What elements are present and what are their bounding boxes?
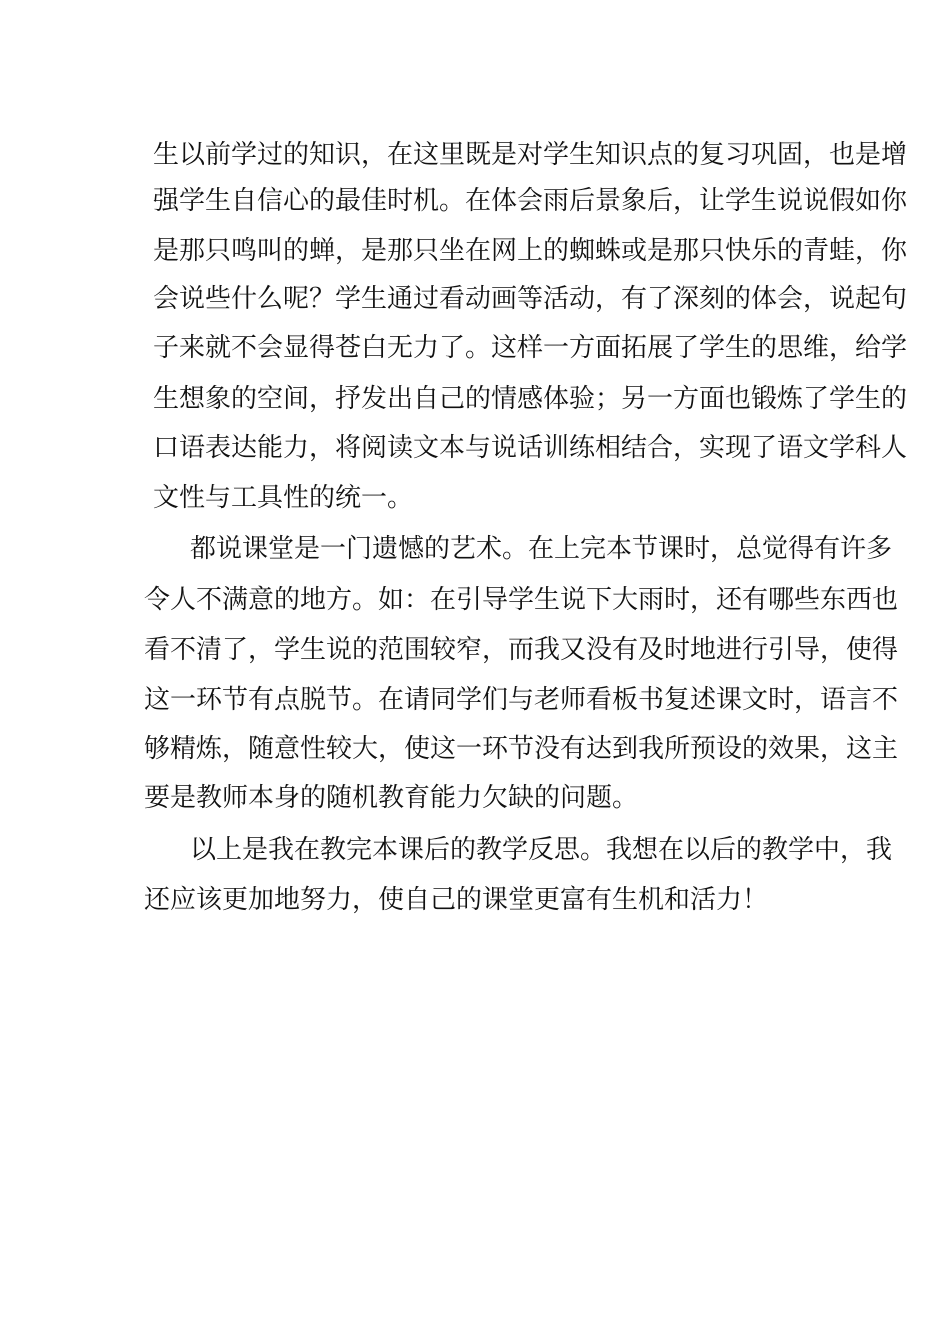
text-line: 生想象的空间，抒发出自己的情感体验；另一方面也锻炼了学生的 (153, 384, 908, 414)
text-line: 生以前学过的知识，在这里既是对学生知识点的复习巩固，也是增 (153, 140, 908, 170)
text-line: 都说课堂是一门遗憾的艺术。在上完本节课时，总觉得有许多 (190, 534, 893, 564)
text-line: 这一环节有点脱节。在请同学们与老师看板书复述课文时，语言不 (144, 685, 899, 715)
text-line: 是那只鸣叫的蝉，是那只坐在网上的蜘蛛或是那只快乐的青蛙，你 (153, 236, 908, 266)
text-line: 要是教师本身的随机教育能力欠缺的问题。 (144, 783, 639, 813)
text-line: 口语表达能力，将阅读文本与说话训练相结合，实现了语文学科人 (153, 433, 908, 463)
text-line: 子来就不会显得苍白无力了。这样一方面拓展了学生的思维，给学 (153, 333, 908, 363)
text-line: 以上是我在教完本课后的教学反思。我想在以后的教学中，我 (190, 835, 893, 865)
text-line: 会说些什么呢？学生通过看动画等活动，有了深刻的体会，说起句 (153, 284, 908, 314)
text-line: 还应该更加地努力，使自己的课堂更富有生机和活力！ (144, 885, 769, 915)
text-line: 文性与工具性的统一。 (153, 483, 414, 513)
text-line: 强学生自信心的最佳时机。在体会雨后景象后，让学生说说假如你 (153, 186, 908, 216)
text-line: 够精炼，随意性较大，使这一环节没有达到我所预设的效果，这主 (144, 734, 899, 764)
text-line: 看不清了，学生说的范围较窄，而我又没有及时地进行引导，使得 (144, 635, 899, 665)
text-line: 令人不满意的地方。如：在引导学生说下大雨时，还有哪些东西也 (144, 585, 899, 615)
